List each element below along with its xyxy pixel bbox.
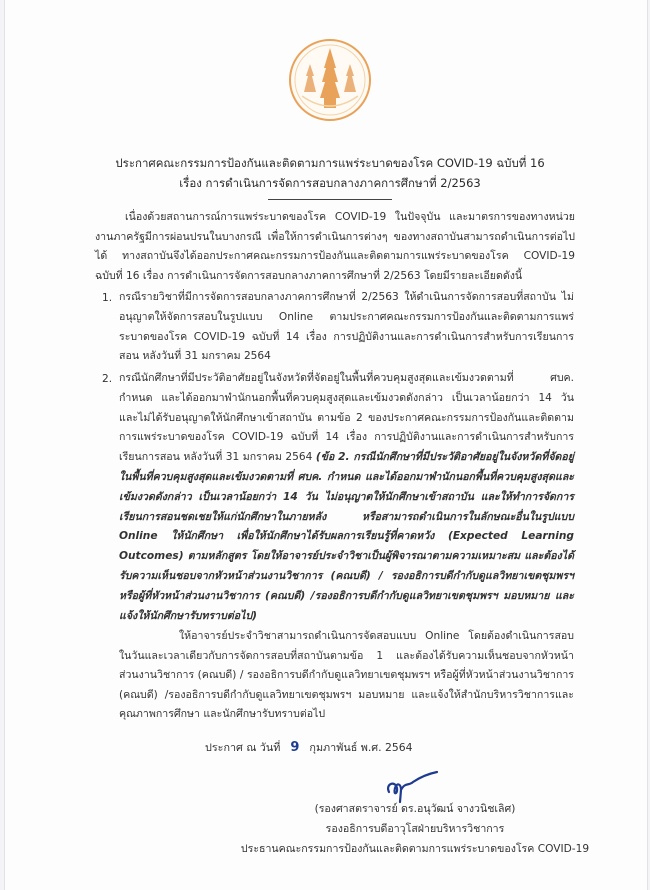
item-2-quoted-clause: (ข้อ 2. กรณีนักศึกษาที่มีประวัติอาศัยอยู่ในจังหวัดที่จัดอยู่ในพื้นที่ควบคุมสูงสุดและเข้มงวดตามที่ ศบค. กำหนด และได้ออกมาพำนักนอกพื้นที่ควบคุมสูงสุดและเข้มงวดดังกล่าว เป็นเวลาน้อยกว่า 14 วัน ไม่อนุญาตให้นักศึกษาเข้าสถาบัน และให้ทำการจัดการเรียนการสอนชดเชยให้แก่นักศึกษาในภายหลัง หรือสามารถดำเนินการในลักษณะอื่นในรูปแบบ Online ให้นักศึกษา เพื่อให้นักศึกษาได้รับผลการเรียนรู้ที่คาดหวัง (Expected Learning Outcomes) ตามหลักสูตร โดยให้อาจารย์ประจำวิชาเป็นผู้พิจารณาตามความเหมาะสม และต้องได้รับความเห็นชอบจากหัวหน้าส่วนงานวิชาการ (คณบดี) / รองอธิการบดีกำกับดูแลวิทยาเขตชุมพรฯ หรือผู้ที่หัวหน้าส่วนงานวิชาการ (คณบดี) /รองอธิการบดีกำกับดูแลวิทยาเขตชุมพรฯ มอบหมาย และแจ้งให้นักศึกษารับทราบต่อไป) [119,451,574,622]
date-prefix: ประกาศ ณ วันที่ [205,741,281,754]
document-page [4,0,648,890]
signer-name: (รองศาสตราจารย์ ดร.อนุวัฒน์ จางวนิชเลิศ) [314,803,516,815]
item-number-2: 2. [102,373,113,385]
title-divider [268,199,392,200]
item-text-2 [119,369,574,626]
date-day-handwritten: 9 [290,740,300,755]
intro-paragraph: เนื่องด้วยสถานการณ์การแพร่ระบาดของโรค COVID-19 ในปัจจุบัน และมาตรการของทางหน่วยงานภาครัฐมีการผ่อนปรนในบางกรณี เพื่อให้การดำเนินการต่างๆ ของทางสถาบันสามารถดำเนินการต่อไปได้ ทางสถาบันจึงได้ออกประกาศคณะกรรมการป้องกันและติดตามการแพร่ระบาดของโรค COVID-19 ฉบับที่ 16 เรื่อง การดำเนินการจัดการสอบกลางภาคการศึกษาที่ 2/2563 โดยมีรายละเอียดดังนี้ [95,211,575,282]
date-month-year: กุมภาพันธ์ พ.ศ. 2564 [309,741,413,754]
announcement-date [205,739,413,756]
announcement-subject: เรื่อง การดำเนินการจัดการสอบกลางภาคการศึกษาที่ 2/2563 [179,176,481,190]
item-number-1: 1. [102,292,113,304]
announcement-title: ประกาศคณะกรรมการป้องกันและติดตามการแพร่ระบาดของโรค COVID-19 ฉบับที่ 16 [115,156,545,170]
signer-position: รองอธิการบดีอาวุโสฝ่ายบริหารวิชาการ [325,823,505,835]
institution-seal-logo [288,34,372,126]
item-2-body: กรณีนักศึกษาที่มีประวัติอาศัยอยู่ในจังหวัดที่จัดอยู่ในพื้นที่ควบคุมสูงสุดและเข้มงวดตามที่ ศบค. กำหนด และได้ออกมาพำนักนอกพื้นที่ควบคุมสูงสุดและเข้มงวดดังกล่าว เป็นเวลาน้อยกว่า 14 วัน และไม่ได้รับอนุญาตให้นักศึกษาเข้าสถาบัน ตามข้อ 2 ของประกาศคณะกรรมการป้องกันและติดตามการแพร่ระบาดของโรค COVID-19 ฉบับที่ 14 เรื่อง การปฏิบัติงานและการดำเนินการสำหรับการเรียนการสอน หลังวันที่ 31 มกราคม 2564 [119,372,574,464]
item-2-followup-paragraph: ให้อาจารย์ประจำวิชาสามารถดำเนินการจัดสอบแบบ Online โดยต้องดำเนินการสอบในวันและเวลาเดียวกับการจัดการสอบที่สถาบันตามข้อ 1 และต้องได้รับความเห็นชอบจากหัวหน้าส่วนงานวิชาการ (คณบดี) / รองอธิการบดีกำกับดูแลวิทยาเขตชุมพรฯ หรือผู้ที่หัวหน้าส่วนงานวิชาการ (คณบดี) /รองอธิการบดีกำกับดูแลวิทยาเขตชุมพรฯ มอบหมาย และแจ้งให้สำนักบริหารวิชาการและคุณภาพการศึกษา และนักศึกษารับทราบต่อไป [119,630,574,720]
signer-role: ประธานคณะกรรมการป้องกันและติดตามการแพร่ระบาดของโรค COVID-19 [240,843,590,855]
item-text-1: กรณีรายวิชาที่มีการจัดการสอบกลางภาคการศึกษาที่ 2/2563 ให้ดำเนินการจัดการสอบที่สถาบัน ไม่อนุญาตให้จัดการสอบในรูปแบบ Online ตามประกาศคณะกรรมการป้องกันและติดตามการแพร่ระบาดของโรค COVID-19 ฉบับที่ 14 เรื่อง การปฏิบัติงานและการดำเนินการสำหรับการเรียนการสอน หลังวันที่ 31 มกราคม 2564 [119,291,574,363]
